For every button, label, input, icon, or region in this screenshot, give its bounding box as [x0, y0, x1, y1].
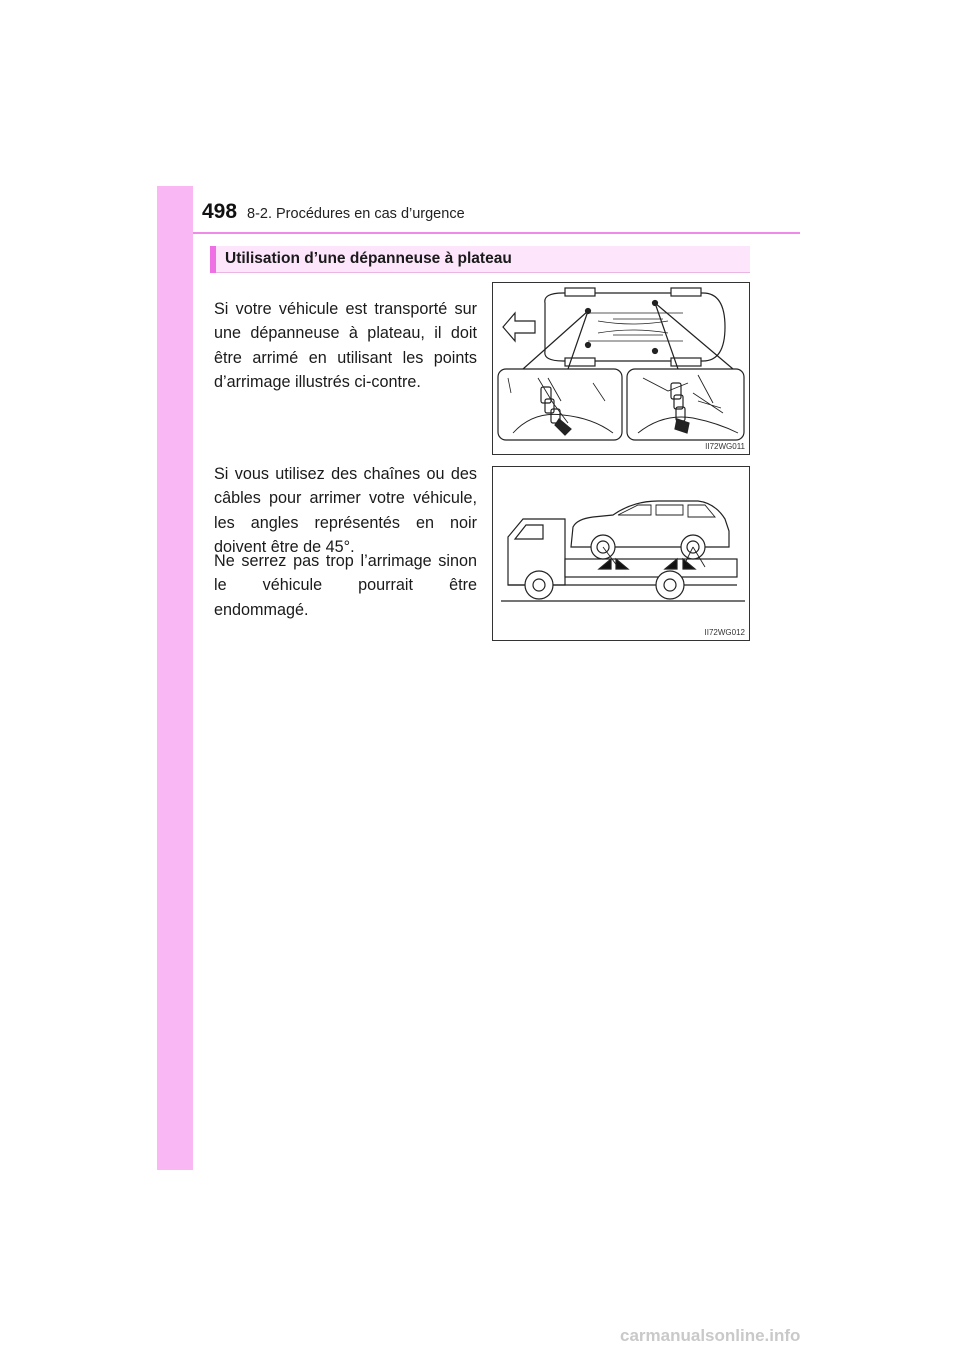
- watermark-text: carmanualsonline.info: [620, 1326, 801, 1345]
- header-rule: [193, 232, 800, 234]
- paragraph-tightening-warning: Ne serrez pas trop l’arrimage sinon le véhicule pourrait être endommagé.: [214, 552, 477, 619]
- figure-tie-down-points: [492, 282, 750, 455]
- flatbed-illustration: [493, 467, 749, 640]
- side-tab-band: [157, 186, 193, 1170]
- figure-code-2: II72WG012: [704, 628, 745, 637]
- chapter-title: 8-2. Procédures en cas d’urgence: [247, 206, 465, 222]
- section-heading-accent: [210, 246, 216, 273]
- paragraph-flatbed: Si votre véhicule est transporté sur une dépanneuse à plateau, il doit être arrimé en utilisant les points d’arrimage illustrés ci-contre.: [214, 300, 477, 391]
- paragraph-chains-angle: Si vous utilisez des chaînes ou des câbles pour arrimer votre véhicule, les angles représentés en noir doivent être de 45°.: [214, 465, 477, 556]
- page-number: 498: [202, 200, 238, 223]
- section-heading: [210, 246, 750, 273]
- section-heading-label: Utilisation d’une dépanneuse à plateau: [225, 250, 512, 267]
- tie-down-illustration: [493, 283, 749, 454]
- figure-flatbed-truck: [492, 466, 750, 641]
- figure-code-1: II72WG011: [705, 442, 745, 451]
